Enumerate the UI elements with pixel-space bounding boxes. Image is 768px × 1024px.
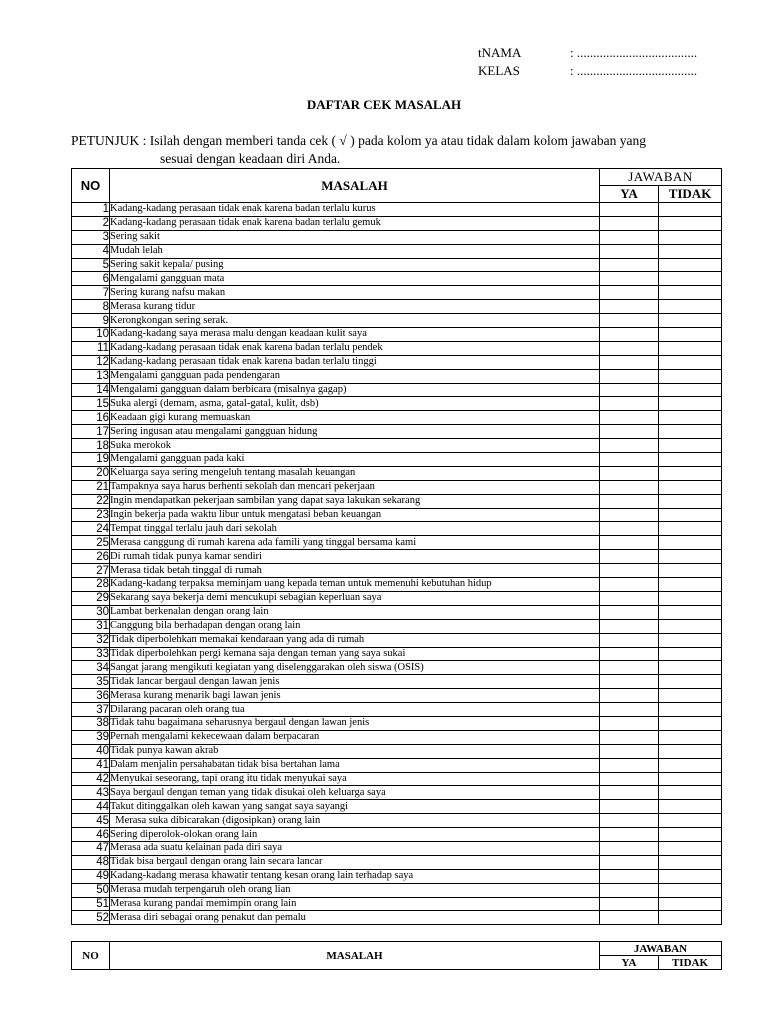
answer-cell-tidak[interactable]: [659, 369, 722, 383]
problem-statement: Ingin mendapatkan pekerjaan sambilan yang dapat saya lakukan sekarang: [110, 494, 600, 508]
answer-cell-tidak[interactable]: [659, 536, 722, 550]
answer-cell-tidak[interactable]: [659, 772, 722, 786]
problem-statement: Keluarga saya sering mengeluh tentang masalah keuangan: [110, 466, 600, 480]
row-number: 51: [72, 897, 110, 911]
answer-cell-ya[interactable]: [600, 383, 659, 397]
problem-statement: Canggung bila berhadapan dengan orang lain: [110, 619, 600, 633]
problem-statement: Tidak lancar bergaul dengan lawan jenis: [110, 675, 600, 689]
table-row: [72, 814, 722, 828]
problem-statement: Mudah lelah: [110, 244, 600, 258]
answer-cell-tidak[interactable]: [659, 661, 722, 675]
row-number: 27: [72, 564, 110, 578]
problem-statement: Kadang-kadang merasa khawatir tentang kesan orang lain terhadap saya: [110, 869, 600, 883]
problem-statement: Kadang-kadang saya merasa malu dengan keadaan kulit saya: [110, 328, 600, 342]
row-number: 48: [72, 855, 110, 869]
row-number: 29: [72, 591, 110, 605]
answer-cell-ya[interactable]: [600, 480, 659, 494]
row-number: 37: [72, 703, 110, 717]
answer-cell-tidak[interactable]: [659, 439, 722, 453]
answer-cell-ya[interactable]: [600, 355, 659, 369]
answer-cell-ya[interactable]: [600, 703, 659, 717]
table-row: [72, 550, 722, 564]
problem-statement: Mengalami gangguan dalam berbicara (misalnya gagap): [110, 383, 600, 397]
nama-field[interactable]: : .....................................: [570, 45, 698, 60]
table-row: [72, 758, 722, 772]
table-row: [72, 786, 722, 800]
row-number: 9: [72, 314, 110, 328]
row-number: 30: [72, 605, 110, 619]
problem-statement: Tidak punya kawan akrab: [110, 744, 600, 758]
answer-cell-tidak[interactable]: [659, 203, 722, 217]
answer-cell-tidak[interactable]: [659, 855, 722, 869]
row-number: 17: [72, 425, 110, 439]
answer-cell-tidak[interactable]: [659, 522, 722, 536]
row-number: 33: [72, 647, 110, 661]
answer-cell-ya[interactable]: [600, 508, 659, 522]
row-number: 8: [72, 300, 110, 314]
answer-cell-tidak[interactable]: [659, 564, 722, 578]
answer-cell-tidak[interactable]: [659, 744, 722, 758]
table-row: [72, 828, 722, 842]
instructions-line-2: sesuai dengan keadaan diri Anda.: [160, 151, 341, 166]
answer-cell-ya[interactable]: [600, 855, 659, 869]
answer-cell-tidak[interactable]: [659, 897, 722, 911]
problem-statement: Menyukai seseorang, tapi orang itu tidak menyukai saya: [110, 772, 600, 786]
answer-cell-ya[interactable]: [600, 716, 659, 730]
answer-cell-tidak[interactable]: [659, 758, 722, 772]
kelas-row: [478, 62, 697, 80]
table-row: [72, 689, 722, 703]
instructions-line-1: PETUNJUK : Isilah dengan memberi tanda cek ( √ ) pada kolom ya atau tidak dalam kolom jawaban yang: [71, 133, 646, 148]
row-number: 43: [72, 786, 110, 800]
answer-cell-tidak[interactable]: [659, 286, 722, 300]
answer-cell-ya[interactable]: [600, 453, 659, 467]
table-row: [72, 369, 722, 383]
table-row: [72, 286, 722, 300]
problem-statement: Kadang-kadang perasaan tidak enak karena badan terlalu kurus: [110, 203, 600, 217]
row-number: 11: [72, 341, 110, 355]
answer-cell-tidak[interactable]: [659, 480, 722, 494]
repeat-header-ya: YA: [600, 956, 659, 970]
problem-statement: Dalam menjalin persahabatan tidak bisa bertahan lama: [110, 758, 600, 772]
problem-statement: Pernah mengalami kekecewaan dalam berpacaran: [110, 730, 600, 744]
table-row: [72, 591, 722, 605]
row-number: 34: [72, 661, 110, 675]
table-row: [72, 355, 722, 369]
page-title: DAFTAR CEK MASALAH: [306, 97, 462, 112]
answer-cell-ya[interactable]: [600, 272, 659, 286]
answer-cell-tidak[interactable]: [659, 397, 722, 411]
answer-cell-tidak[interactable]: [659, 230, 722, 244]
problem-statement: Saya bergaul dengan teman yang tidak disukai oleh keluarga saya: [110, 786, 600, 800]
problem-statement: Merasa kurang pandai memimpin orang lain: [110, 897, 600, 911]
repeat-header-no: NO: [72, 942, 110, 970]
answer-cell-tidak[interactable]: [659, 786, 722, 800]
table-row: [72, 911, 722, 925]
answer-cell-ya[interactable]: [600, 869, 659, 883]
problem-statement: Lambat berkenalan dengan orang lain: [110, 605, 600, 619]
answer-cell-ya[interactable]: [600, 328, 659, 342]
table-row: [72, 619, 722, 633]
row-number: 4: [72, 244, 110, 258]
problem-statement: Merasa tidak betah tinggal di rumah: [110, 564, 600, 578]
nama-label: tNAMA: [478, 45, 522, 60]
kelas-label: KELAS: [478, 63, 520, 78]
answer-cell-tidak[interactable]: [659, 411, 722, 425]
answer-cell-ya[interactable]: [600, 591, 659, 605]
table-row: [72, 564, 722, 578]
answer-cell-tidak[interactable]: [659, 300, 722, 314]
table-row: [72, 494, 722, 508]
student-info: [478, 44, 697, 80]
problem-statement: Dilarang pacaran oleh orang tua: [110, 703, 600, 717]
problem-statement: Kadang-kadang perasaan tidak enak karena badan terlalu tinggi: [110, 355, 600, 369]
problem-statement: Sering diperolok-olokan orang lain: [110, 828, 600, 842]
answer-cell-ya[interactable]: [600, 425, 659, 439]
answer-cell-ya[interactable]: [600, 772, 659, 786]
row-number: 42: [72, 772, 110, 786]
table-row: [72, 605, 722, 619]
answer-cell-ya[interactable]: [600, 828, 659, 842]
table-row: [72, 522, 722, 536]
problem-statement: Tidak tahu bagaimana seharusnya bergaul dengan lawan jenis: [110, 716, 600, 730]
checklist-body: [72, 203, 722, 925]
row-number: 40: [72, 744, 110, 758]
row-number: 47: [72, 841, 110, 855]
problem-statement: Merasa diri sebagai orang penakut dan pemalu: [110, 911, 600, 925]
row-number: 41: [72, 758, 110, 772]
answer-cell-tidak[interactable]: [659, 453, 722, 467]
row-number: 31: [72, 619, 110, 633]
answer-cell-ya[interactable]: [600, 397, 659, 411]
repeat-header-tidak: TIDAK: [659, 956, 722, 970]
table-row: [72, 661, 722, 675]
column-header-ya: YA: [600, 186, 659, 203]
table-row: [72, 744, 722, 758]
table-row: [72, 675, 722, 689]
problem-statement: Sering kurang nafsu makan: [110, 286, 600, 300]
problem-statement: Di rumah tidak punya kamar sendiri: [110, 550, 600, 564]
answer-cell-ya[interactable]: [600, 522, 659, 536]
table-row: [72, 425, 722, 439]
table-row: [72, 314, 722, 328]
table-row: [72, 216, 722, 230]
table-row: [72, 855, 722, 869]
table-row: [72, 258, 722, 272]
table-row: [72, 508, 722, 522]
row-number: 12: [72, 355, 110, 369]
row-number: 36: [72, 689, 110, 703]
answer-cell-ya[interactable]: [600, 897, 659, 911]
nama-row: [478, 44, 697, 62]
answer-cell-tidak[interactable]: [659, 216, 722, 230]
answer-cell-ya[interactable]: [600, 883, 659, 897]
table-row: [72, 633, 722, 647]
problem-statement: Mengalami gangguan pada kaki: [110, 453, 600, 467]
row-number: 18: [72, 439, 110, 453]
problem-statement: Merasa kurang tidur: [110, 300, 600, 314]
column-header-masalah: MASALAH: [110, 169, 600, 203]
answer-cell-ya[interactable]: [600, 911, 659, 925]
table-row: [72, 772, 722, 786]
answer-cell-tidak[interactable]: [659, 355, 722, 369]
row-number: 20: [72, 466, 110, 480]
answer-cell-tidak[interactable]: [659, 716, 722, 730]
table-row: [72, 800, 722, 814]
problem-statement: Kadang-kadang terpaksa meminjam uang kepada teman untuk memenuhi kebutuhan hidup: [110, 578, 600, 592]
row-number: 21: [72, 480, 110, 494]
row-number: 28: [72, 578, 110, 592]
answer-cell-ya[interactable]: [600, 730, 659, 744]
answer-cell-tidak[interactable]: [659, 703, 722, 717]
repeat-header-masalah: MASALAH: [110, 942, 600, 970]
table-row: [72, 703, 722, 717]
answer-cell-tidak[interactable]: [659, 800, 722, 814]
row-number: 15: [72, 397, 110, 411]
row-number: 24: [72, 522, 110, 536]
table-row: [72, 328, 722, 342]
answer-cell-tidak[interactable]: [659, 633, 722, 647]
row-number: 50: [72, 883, 110, 897]
table-row: [72, 730, 722, 744]
table-row: [72, 883, 722, 897]
problem-statement: Merasa ada suatu kelainan pada diri saya: [110, 841, 600, 855]
answer-cell-tidak[interactable]: [659, 841, 722, 855]
answer-cell-tidak[interactable]: [659, 258, 722, 272]
answer-cell-tidak[interactable]: [659, 591, 722, 605]
answer-cell-ya[interactable]: [600, 300, 659, 314]
row-number: 5: [72, 258, 110, 272]
problem-statement: Tidak diperbolehkan memakai kendaraan yang ada di rumah: [110, 633, 600, 647]
problem-statement: Suka merokok: [110, 439, 600, 453]
answer-cell-ya[interactable]: [600, 258, 659, 272]
problem-statement: Sering ingusan atau mengalami gangguan hidung: [110, 425, 600, 439]
answer-cell-tidak[interactable]: [659, 689, 722, 703]
table-row: [72, 466, 722, 480]
answer-cell-ya[interactable]: [600, 564, 659, 578]
row-number: 32: [72, 633, 110, 647]
table-row: [72, 300, 722, 314]
answer-cell-ya[interactable]: [600, 758, 659, 772]
problem-statement: Kerongkongan sering serak.: [110, 314, 600, 328]
table-row: [72, 230, 722, 244]
kelas-field[interactable]: : .....................................: [570, 63, 698, 78]
table-row: [72, 453, 722, 467]
answer-cell-ya[interactable]: [600, 341, 659, 355]
problem-statement: Sekarang saya bekerja demi mencukupi sebagian keperluan saya: [110, 591, 600, 605]
answer-cell-tidak[interactable]: [659, 466, 722, 480]
problem-statement: Ingin bekerja pada waktu libur untuk mengatasi beban keuangan: [110, 508, 600, 522]
answer-cell-tidak[interactable]: [659, 578, 722, 592]
answer-cell-ya[interactable]: [600, 369, 659, 383]
problem-statement: Merasa mudah terpengaruh oleh orang lian: [110, 883, 600, 897]
answer-cell-tidak[interactable]: [659, 605, 722, 619]
answer-cell-tidak[interactable]: [659, 383, 722, 397]
answer-cell-tidak[interactable]: [659, 647, 722, 661]
answer-cell-tidak[interactable]: [659, 883, 722, 897]
answer-cell-tidak[interactable]: [659, 675, 722, 689]
problem-statement: Sering sakit: [110, 230, 600, 244]
row-number: 10: [72, 328, 110, 342]
column-header-tidak: TIDAK: [659, 186, 722, 203]
answer-cell-ya[interactable]: [600, 550, 659, 564]
row-number: 46: [72, 828, 110, 842]
table-row: [72, 716, 722, 730]
answer-cell-ya[interactable]: [600, 689, 659, 703]
answer-cell-ya[interactable]: [600, 314, 659, 328]
problem-statement: Tampaknya saya harus berhenti sekolah dan mencari pekerjaan: [110, 480, 600, 494]
answer-cell-tidak[interactable]: [659, 550, 722, 564]
answer-cell-tidak[interactable]: [659, 314, 722, 328]
column-header-jawaban: JAWABAN: [600, 169, 722, 186]
answer-cell-ya[interactable]: [600, 633, 659, 647]
answer-cell-tidak[interactable]: [659, 272, 722, 286]
answer-cell-ya[interactable]: [600, 647, 659, 661]
repeat-header-jawaban: JAWABAN: [600, 942, 722, 956]
row-number: 52: [72, 911, 110, 925]
row-number: 49: [72, 869, 110, 883]
problem-statement: Mengalami gangguan mata: [110, 272, 600, 286]
answer-cell-tidak[interactable]: [659, 814, 722, 828]
row-number: 6: [72, 272, 110, 286]
row-number: 35: [72, 675, 110, 689]
row-number: 13: [72, 369, 110, 383]
answer-cell-ya[interactable]: [600, 286, 659, 300]
table-row: [72, 480, 722, 494]
row-number: 45: [72, 814, 110, 828]
table-row: [72, 272, 722, 286]
problem-statement: Keadaan gigi kurang memuaskan: [110, 411, 600, 425]
row-number: 14: [72, 383, 110, 397]
checklist-table: [71, 168, 722, 925]
problem-statement: Tidak bisa bergaul dengan orang lain secara lancar: [110, 855, 600, 869]
answer-cell-ya[interactable]: [600, 216, 659, 230]
column-header-no: NO: [72, 169, 110, 203]
problem-statement: Merasa canggung di rumah karena ada famili yang tinggal bersama kami: [110, 536, 600, 550]
row-number: 22: [72, 494, 110, 508]
table-row: [72, 411, 722, 425]
table-row: [72, 647, 722, 661]
row-number: 19: [72, 453, 110, 467]
table-row: [72, 383, 722, 397]
row-number: 26: [72, 550, 110, 564]
problem-statement: Merasa kurang menarik bagi lawan jenis: [110, 689, 600, 703]
answer-cell-tidak[interactable]: [659, 494, 722, 508]
row-number: 3: [72, 230, 110, 244]
row-number: 44: [72, 800, 110, 814]
row-number: 25: [72, 536, 110, 550]
table-row: [72, 397, 722, 411]
problem-statement: Mengalami gangguan pada pendengaran: [110, 369, 600, 383]
table-row: [72, 869, 722, 883]
answer-cell-ya[interactable]: [600, 230, 659, 244]
answer-cell-ya[interactable]: [600, 466, 659, 480]
row-number: 1: [72, 203, 110, 217]
row-number: 16: [72, 411, 110, 425]
answer-cell-tidak[interactable]: [659, 328, 722, 342]
answer-cell-tidak[interactable]: [659, 911, 722, 925]
answer-cell-tidak[interactable]: [659, 869, 722, 883]
row-number: 7: [72, 286, 110, 300]
answer-cell-ya[interactable]: [600, 841, 659, 855]
answer-cell-ya[interactable]: [600, 661, 659, 675]
answer-cell-ya[interactable]: [600, 675, 659, 689]
answer-cell-ya[interactable]: [600, 800, 659, 814]
problem-statement: Sering sakit kepala/ pusing: [110, 258, 600, 272]
answer-cell-tidak[interactable]: [659, 244, 722, 258]
answer-cell-tidak[interactable]: [659, 619, 722, 633]
problem-statement: Merasa suka dibicarakan (digosipkan) orang lain: [110, 814, 600, 828]
answer-cell-tidak[interactable]: [659, 425, 722, 439]
table-row: [72, 841, 722, 855]
answer-cell-ya[interactable]: [600, 411, 659, 425]
row-number: 38: [72, 716, 110, 730]
problem-statement: Suka alergi (demam, asma, gatal-gatal, kulit, dsb): [110, 397, 600, 411]
problem-statement: Takut ditinggalkan oleh kawan yang sangat saya sayangi: [110, 800, 600, 814]
answer-cell-ya[interactable]: [600, 814, 659, 828]
answer-cell-tidak[interactable]: [659, 341, 722, 355]
table-row: [72, 203, 722, 217]
answer-cell-ya[interactable]: [600, 536, 659, 550]
table-row: [72, 578, 722, 592]
table-row: [72, 897, 722, 911]
problem-statement: Tempat tinggal terlalu jauh dari sekolah: [110, 522, 600, 536]
answer-cell-ya[interactable]: [600, 244, 659, 258]
row-number: 23: [72, 508, 110, 522]
answer-cell-ya[interactable]: [600, 605, 659, 619]
table-row: [72, 244, 722, 258]
problem-statement: Kadang-kadang perasaan tidak enak karena badan terlalu pendek: [110, 341, 600, 355]
instructions: [71, 132, 731, 168]
answer-cell-ya[interactable]: [600, 619, 659, 633]
row-number: 2: [72, 216, 110, 230]
row-number: 39: [72, 730, 110, 744]
repeat-header-table: [71, 941, 722, 970]
answer-cell-tidak[interactable]: [659, 508, 722, 522]
table-row: [72, 536, 722, 550]
problem-statement: Kadang-kadang perasaan tidak enak karena badan terlalu gemuk: [110, 216, 600, 230]
problem-statement: Tidak diperbolehkan pergi kemana saja dengan teman yang saya sukai: [110, 647, 600, 661]
answer-cell-ya[interactable]: [600, 494, 659, 508]
answer-cell-ya[interactable]: [600, 578, 659, 592]
table-row: [72, 439, 722, 453]
answer-cell-ya[interactable]: [600, 203, 659, 217]
table-row: [72, 341, 722, 355]
problem-statement: Sangat jarang mengikuti kegiatan yang diselenggarakan oleh siswa (OSIS): [110, 661, 600, 675]
answer-cell-ya[interactable]: [600, 744, 659, 758]
answer-cell-tidak[interactable]: [659, 828, 722, 842]
answer-cell-ya[interactable]: [600, 439, 659, 453]
answer-cell-tidak[interactable]: [659, 730, 722, 744]
answer-cell-ya[interactable]: [600, 786, 659, 800]
